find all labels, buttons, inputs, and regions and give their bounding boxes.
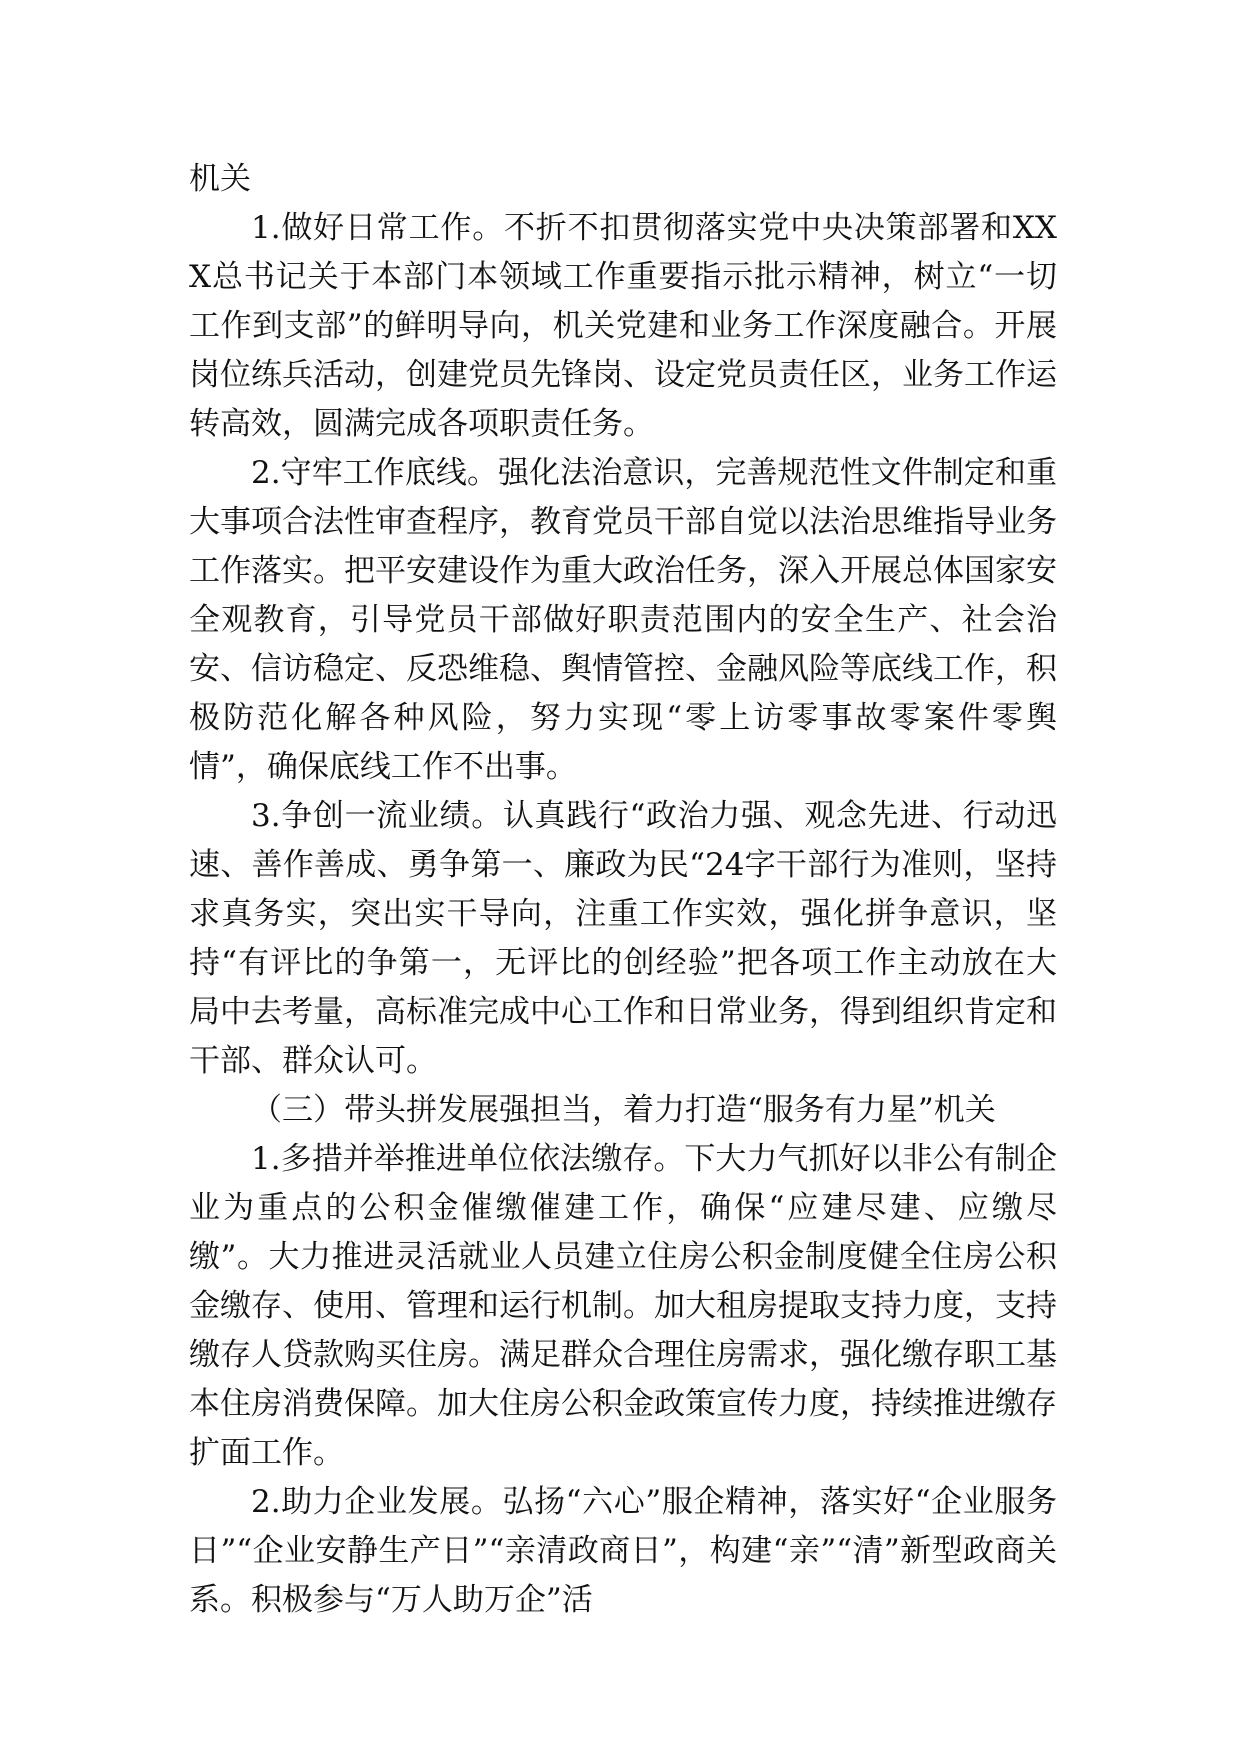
section-heading: （三）带头拼发展强担当，着力打造“服务有力星”机关 <box>251 1092 996 1128</box>
paragraph: 机关 <box>189 161 251 197</box>
paragraph: 2.守牢工作底线。强化法治意识，完善规范性文件制定和重大事项合法性审查程序，教育党员干部自觉以法治思维指导业务工作落实。把平安建设作为重大政治任务，深入开展总体国家安全观教育，引导党员干部做好职责范围内的安全生产、社会治安、信访稳定、反恐维稳、舆情管控、金融风险等底线工作，积极防范化解各种风险，努力实现“零上访零事故零案件零舆情”，确保底线工作不出事。 <box>189 455 1057 785</box>
document-body <box>189 155 1057 1625</box>
paragraph: 2.助力企业发展。弘扬“六心”服企精神，落实好“企业服务日”“企业安静生产日”“亲清政商日”，构建“亲”“清”新型政商关系。积极参与“万人助万企”活 <box>189 1484 1057 1618</box>
paragraph: 1.多措并举推进单位依法缴存。下大力气抓好以非公有制企业为重点的公积金催缴催建工作，确保“应建尽建、应缴尽缴”。大力推进灵活就业人员建立住房公积金制度健全住房公积金缴存、使用、管理和运行机制。加大租房提取支持力度，支持缴存人贷款购买住房。满足群众合理住房需求，强化缴存职工基本住房消费保障。加大住房公积金政策宣传力度，持续推进缴存扩面工作。 <box>189 1141 1057 1471</box>
paragraph: 1.做好日常工作。不折不扣贯彻落实党中央决策部署和XXX总书记关于本部门本领域工作重要指示批示精神，树立“一切工作到支部”的鲜明导向，机关党建和业务工作深度融合。开展岗位练兵活动，创建党员先锋岗、设定党员责任区，业务工作运转高效，圆满完成各项职责任务。 <box>189 210 1057 442</box>
paragraph: 3.争创一流业绩。认真践行“政治力强、观念先进、行动迅速、善作善成、勇争第一、廉政为民“24字干部行为准则，坚持求真务实，突出实干导向，注重工作实效，强化拼争意识，坚持“有评比的争第一，无评比的创经验”把各项工作主动放在大局中去考量，高标准完成中心工作和日常业务，得到组织肯定和干部、群众认可。 <box>189 798 1057 1079</box>
